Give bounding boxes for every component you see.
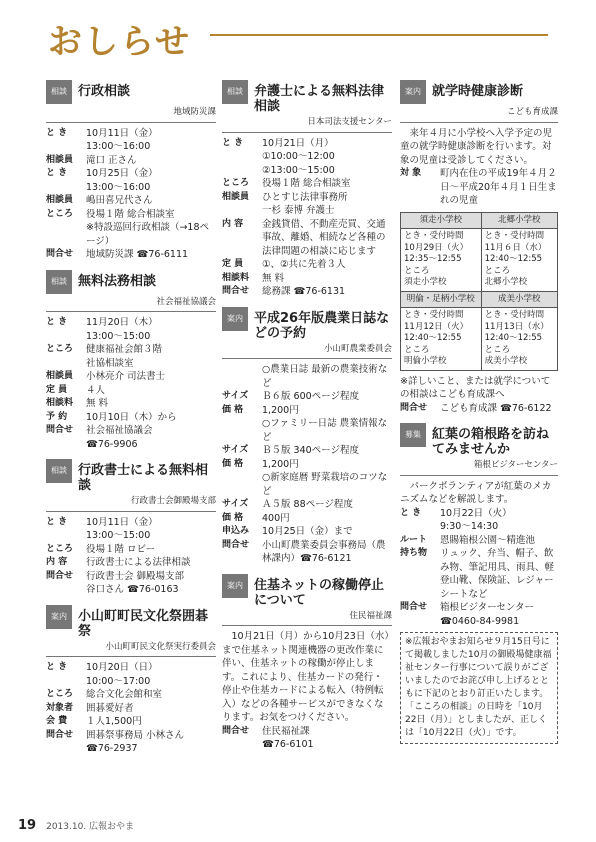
info-row bbox=[46, 140, 216, 154]
row-value: 1,200円 bbox=[262, 404, 299, 416]
info-row bbox=[46, 556, 216, 570]
schedule-line: 11月12日（火） bbox=[404, 321, 469, 332]
schedule-line: ところ bbox=[484, 265, 511, 276]
row-key: 会 費 bbox=[46, 716, 68, 726]
info-row bbox=[46, 384, 216, 398]
notice-title: 小山町町民文化祭囲碁祭 bbox=[78, 608, 209, 639]
row-key: 持ち物 bbox=[400, 548, 428, 558]
row-value: ②13:00〜15:00 bbox=[262, 164, 335, 176]
row-key: 定 員 bbox=[46, 384, 68, 395]
row-key: 内 容 bbox=[46, 557, 68, 567]
notice-tag: 案内 bbox=[400, 80, 426, 104]
row-value: 400円 bbox=[262, 512, 290, 524]
row-value: 総務課 ☎76-6131 bbox=[262, 286, 346, 297]
row-key: ところ bbox=[46, 344, 74, 354]
schedule-line: とき・受付時間 bbox=[484, 310, 545, 320]
row-key: 問合せ bbox=[400, 402, 428, 413]
schedule-line: ところ bbox=[484, 344, 511, 355]
notice-title: 弁護士による無料法律相談 bbox=[254, 84, 385, 114]
row-value: Ａ５版 88ページ程度 bbox=[262, 499, 353, 510]
notice-tag: 相談 bbox=[46, 270, 72, 294]
row-key: と き bbox=[46, 516, 68, 527]
notice-text: 10月21日（月）から10月23日（水）まで住基ネット関連機器の更改作業に伴い、住基ネットの稼働が停止します。これにより、住基カードの発行・停止や住基カードによる転入（特例転入）などの各種サービスができなくなります。お気をつけください。 bbox=[222, 631, 390, 723]
row-key: と き bbox=[46, 168, 68, 178]
notice-org: 社会福祉協議会 bbox=[46, 294, 216, 313]
info-row bbox=[46, 357, 216, 371]
row-key: 価 格 bbox=[222, 512, 244, 523]
info-row bbox=[46, 194, 216, 208]
row-key: 問合せ bbox=[222, 539, 250, 550]
info-row bbox=[46, 343, 216, 357]
schedule-school: 成美小学校 bbox=[481, 291, 557, 308]
row-value: ４人 bbox=[86, 384, 106, 396]
row-key bbox=[46, 221, 86, 248]
row-key: 申込み bbox=[222, 526, 250, 536]
notice-org: 箱根ビジターセンター bbox=[400, 457, 558, 476]
notice-block bbox=[46, 459, 216, 597]
schedule-line: 北郷小学校 bbox=[484, 277, 528, 287]
schedule-line: 12:40〜12:55 bbox=[484, 254, 543, 264]
row-value: ひとすじ法律事務所 bbox=[262, 191, 348, 203]
page-title: おしらせ bbox=[48, 22, 191, 62]
schedule-school: 明倫・足柄小学校 bbox=[401, 291, 482, 308]
schedule-cell bbox=[481, 229, 557, 292]
row-key bbox=[46, 181, 86, 195]
row-value: 小林亮介 司法書士 bbox=[86, 371, 166, 382]
notice-title: 行政相談 bbox=[78, 84, 131, 99]
row-value: 10月25日（金） bbox=[86, 168, 158, 179]
notice-block bbox=[46, 605, 216, 756]
notice-title: 紅葉の箱根路を訪ねてみませんか bbox=[432, 427, 550, 457]
row-key: 相談員 bbox=[46, 154, 74, 165]
info-row bbox=[46, 702, 216, 716]
issue-label: 2013.10. 広報おやま bbox=[46, 822, 135, 832]
row-value: 住民福祉課 bbox=[262, 725, 310, 737]
row-key: 定 員 bbox=[222, 259, 244, 269]
row-key: 相談料 bbox=[46, 398, 74, 408]
info-row bbox=[222, 539, 392, 566]
schedule-cell bbox=[401, 308, 482, 371]
row-key: 相談員 bbox=[46, 195, 74, 205]
info-row bbox=[222, 444, 392, 458]
row-key: 価 格 bbox=[222, 458, 244, 469]
row-key: 問合せ bbox=[222, 286, 250, 296]
info-row bbox=[222, 218, 392, 259]
row-value: 13:00〜15:00 bbox=[86, 330, 151, 342]
row-key bbox=[46, 529, 86, 543]
info-row bbox=[222, 177, 392, 191]
row-value: ○ファミリー日誌 農業情報など bbox=[262, 418, 388, 443]
schedule-line: 12:40〜12:55 bbox=[404, 333, 462, 343]
row-value: こども育成課 ☎76-6122 bbox=[440, 402, 552, 414]
info-row bbox=[222, 272, 392, 286]
schedule-line: とき・受付時間 bbox=[484, 231, 545, 241]
info-row bbox=[46, 316, 216, 330]
row-key: 問合せ bbox=[46, 249, 74, 259]
row-value: ☎0460-84-9981 bbox=[440, 615, 520, 627]
row-value: 10月22日（火） bbox=[440, 507, 512, 519]
row-key: 問合せ bbox=[46, 729, 74, 740]
notice-text: パークボランティアが紅葉のメカニズムなどを解説します。 bbox=[400, 480, 552, 505]
info-row bbox=[222, 258, 392, 272]
info-row bbox=[46, 675, 216, 689]
row-value: 地域防災課 ☎76-6111 bbox=[86, 249, 189, 260]
schedule-line: 11月６日（水） bbox=[484, 242, 547, 253]
info-row bbox=[400, 615, 558, 629]
row-value: ☎76-2937 bbox=[86, 743, 138, 754]
row-value: 10月11日（金） bbox=[86, 516, 158, 528]
row-key: ところ bbox=[46, 543, 74, 554]
info-row bbox=[400, 507, 558, 521]
row-value: 13:00〜16:00 bbox=[86, 141, 151, 152]
schedule-line: 須走小学校 bbox=[404, 277, 447, 287]
info-row bbox=[400, 534, 558, 548]
info-row bbox=[222, 363, 392, 390]
row-key bbox=[46, 330, 86, 344]
info-row bbox=[222, 150, 392, 164]
row-key: と き bbox=[400, 507, 422, 518]
row-key bbox=[46, 140, 86, 154]
notice-block bbox=[400, 423, 558, 744]
info-row bbox=[46, 181, 216, 195]
row-key: と き bbox=[46, 662, 68, 672]
schedule-line: 11月13日（水） bbox=[484, 321, 549, 332]
notice-block bbox=[46, 80, 216, 262]
row-key bbox=[222, 363, 262, 390]
row-value: 金銭貸借、不動産売買、交通事故、離婚、相続など各種の法律問題の相談に応じます bbox=[262, 218, 386, 257]
schedule-cell bbox=[481, 308, 557, 371]
row-value: 谷口さん ☎76-0163 bbox=[86, 584, 179, 595]
info-row bbox=[46, 127, 216, 141]
info-row bbox=[222, 137, 392, 151]
info-row bbox=[46, 424, 216, 438]
notice-tag: 相談 bbox=[222, 80, 248, 104]
info-row bbox=[222, 725, 392, 739]
row-value: ①10:00〜12:00 bbox=[262, 151, 335, 162]
notice-org: 小山町農業委員会 bbox=[222, 341, 392, 360]
notice-tag: 相談 bbox=[46, 459, 72, 483]
info-row bbox=[222, 164, 392, 178]
row-key: と き bbox=[46, 317, 68, 327]
notice-block bbox=[46, 270, 216, 452]
info-row bbox=[46, 438, 216, 452]
row-key: サイズ bbox=[222, 499, 249, 509]
info-row bbox=[400, 601, 558, 615]
row-key: サイズ bbox=[222, 445, 249, 455]
row-value: 10月11日（金） bbox=[86, 127, 158, 139]
info-row bbox=[46, 411, 216, 425]
row-key: 内 容 bbox=[222, 218, 244, 229]
row-value: ※特設巡回行政相談（→18ページ） bbox=[86, 222, 210, 247]
row-value: 1,200円 bbox=[262, 458, 299, 470]
row-value: 囲碁祭事務局 小林さん bbox=[86, 729, 185, 741]
row-value: 小山町農業委員会事務局（農林課内）☎76-6121 bbox=[262, 539, 386, 564]
notice-head bbox=[400, 423, 558, 457]
notice-block bbox=[222, 574, 392, 752]
info-row bbox=[46, 742, 216, 756]
row-key: サイズ bbox=[222, 391, 249, 401]
schedule-line: 10月29日（火） bbox=[404, 242, 469, 253]
schedule-school: 北郷小学校 bbox=[481, 212, 557, 229]
row-key bbox=[222, 150, 262, 164]
schedule-line: とき・受付時間 bbox=[404, 310, 464, 320]
row-value: ☎76-9906 bbox=[86, 438, 138, 450]
row-key: 相談員 bbox=[222, 191, 250, 202]
row-value: 10月21日（月） bbox=[262, 137, 334, 149]
row-value: 10月10日（木）から bbox=[86, 411, 177, 423]
info-row bbox=[46, 543, 216, 557]
notice-head bbox=[400, 80, 558, 104]
notice-org: 小山町町民文化祭実行委員会 bbox=[46, 639, 216, 658]
page-number: 19 bbox=[18, 818, 37, 833]
row-value: 無 料 bbox=[86, 398, 109, 409]
row-key bbox=[400, 615, 440, 629]
schedule-line: 12:40〜12:55 bbox=[484, 333, 543, 343]
column-3 bbox=[400, 80, 558, 752]
info-row bbox=[222, 738, 392, 752]
info-row bbox=[222, 390, 392, 404]
row-key bbox=[46, 675, 86, 689]
info-row bbox=[46, 330, 216, 344]
row-value: 10月25日（金）まで bbox=[262, 526, 353, 537]
row-value: 役場１階 総合相談室 bbox=[262, 178, 351, 189]
info-row bbox=[46, 154, 216, 168]
row-key: 相談料 bbox=[222, 272, 250, 283]
row-value: 箱根ビジターセンター bbox=[440, 602, 535, 613]
info-row bbox=[46, 570, 216, 584]
row-key: 相談員 bbox=[46, 371, 74, 381]
row-value: 行政書士による法律相談 bbox=[86, 557, 191, 568]
info-row bbox=[400, 547, 558, 601]
row-key bbox=[400, 520, 440, 534]
info-row bbox=[46, 688, 216, 702]
notice-tag: 案内 bbox=[222, 307, 248, 331]
row-value: 10月20日（日） bbox=[86, 662, 158, 673]
row-value: ○農業日誌 最新の農業技術など bbox=[262, 364, 388, 389]
notice-title: 行政書士による無料相談 bbox=[78, 463, 209, 493]
row-value: 11月20日（木） bbox=[86, 317, 158, 328]
row-key: 対象者 bbox=[46, 702, 74, 713]
info-row bbox=[400, 167, 558, 208]
notice-org: こども育成課 bbox=[400, 104, 558, 123]
info-row bbox=[222, 525, 392, 539]
row-key bbox=[222, 204, 262, 218]
notice-block bbox=[222, 307, 392, 566]
notice-note: ※詳しいこと、または就学についての相談はこども育成課へ bbox=[400, 375, 551, 400]
info-row bbox=[222, 204, 392, 218]
row-key: ところ bbox=[46, 208, 74, 219]
notice-head bbox=[46, 605, 216, 639]
info-row bbox=[46, 248, 216, 262]
row-value: 10:00〜17:00 bbox=[86, 675, 151, 687]
notice-tag: 案内 bbox=[222, 574, 248, 598]
row-value: 滝口 正さん bbox=[86, 154, 137, 166]
notice-tag: 募集 bbox=[400, 423, 426, 447]
info-row bbox=[222, 471, 392, 498]
row-value: ○新家庭暦 野菜栽培のコツなど bbox=[262, 472, 388, 497]
row-value: Ｂ５版 340ページ程度 bbox=[262, 445, 359, 456]
schedule-line: 12:35〜12:55 bbox=[404, 254, 462, 264]
notice-title: 平成26年版農業日誌などの予約 bbox=[254, 310, 390, 341]
row-key: ルート bbox=[400, 534, 428, 545]
info-row bbox=[400, 520, 558, 534]
info-row bbox=[400, 402, 558, 416]
row-value: 一杉 泰博 弁護士 bbox=[262, 205, 335, 216]
notice-head bbox=[46, 80, 216, 104]
row-key: と き bbox=[46, 127, 68, 138]
row-value: ☎76-6101 bbox=[262, 739, 314, 750]
row-value: 13:00〜15:00 bbox=[86, 530, 151, 541]
schedule-line: 成美小学校 bbox=[484, 356, 528, 366]
notice-tag: 相談 bbox=[46, 80, 72, 104]
row-value: 恩賜箱根公園〜精進池 bbox=[440, 534, 536, 546]
info-row bbox=[222, 498, 392, 512]
notice-tag: 案内 bbox=[46, 605, 72, 629]
row-value: 13:00〜16:00 bbox=[86, 181, 151, 193]
notice-head bbox=[222, 307, 392, 341]
notice-block bbox=[400, 80, 558, 415]
info-row bbox=[222, 191, 392, 205]
row-key bbox=[222, 471, 262, 498]
row-key: 問合せ bbox=[400, 602, 428, 612]
info-row bbox=[46, 397, 216, 411]
row-key: 予 約 bbox=[46, 411, 68, 422]
info-row bbox=[46, 208, 216, 222]
row-value: 健康福祉会館３階 bbox=[86, 344, 163, 355]
row-key: ところ bbox=[46, 689, 74, 699]
notice-title: 就学時健康診断 bbox=[432, 84, 524, 99]
title-rule bbox=[210, 34, 548, 36]
row-value: 嶋田喜兄代さん bbox=[86, 195, 153, 206]
row-key: 問合せ bbox=[222, 725, 250, 736]
row-value: 無 料 bbox=[262, 272, 285, 284]
row-value: １人1,500円 bbox=[86, 716, 142, 727]
row-value: 行政書士会 御殿場支部 bbox=[86, 570, 185, 582]
notice-block bbox=[222, 80, 392, 299]
info-row bbox=[222, 417, 392, 444]
notice-head bbox=[222, 80, 392, 114]
row-key bbox=[222, 164, 262, 178]
column-1 bbox=[46, 80, 216, 764]
row-value: 総合文化会館和室 bbox=[86, 689, 163, 700]
schedule-school: 須走小学校 bbox=[401, 212, 482, 229]
row-value: 囲碁愛好者 bbox=[86, 702, 134, 714]
row-key bbox=[46, 357, 86, 371]
row-value: リュック、弁当、帽子、飲み物、筆記用具、雨具、軽登山靴、保険証、レジャーシートなど bbox=[440, 548, 555, 600]
schedule-cell bbox=[401, 229, 482, 292]
notice-head bbox=[46, 270, 216, 294]
row-key bbox=[46, 742, 86, 756]
schedule-line: ところ bbox=[404, 344, 430, 355]
notice-org: 地域防災課 bbox=[46, 104, 216, 123]
notice-text: 来年４月に小学校へ入学予定の児童の就学時健康診断を行います。対象の児童は受診してください。 bbox=[400, 127, 553, 166]
notice-org: 行政書士会御殿場支部 bbox=[46, 493, 216, 512]
info-row bbox=[46, 529, 216, 543]
info-row bbox=[222, 285, 392, 299]
info-row bbox=[222, 404, 392, 418]
info-row bbox=[46, 583, 216, 597]
notice-title: 無料法務相談 bbox=[78, 273, 157, 289]
row-key: 対 象 bbox=[400, 168, 422, 178]
info-row bbox=[46, 221, 216, 248]
row-value: 役場１階 ロビー bbox=[86, 543, 156, 555]
row-value: 役場１階 総合相談室 bbox=[86, 208, 175, 220]
row-value: 社会福祉協議会 bbox=[86, 425, 153, 436]
row-key: 問合せ bbox=[46, 570, 74, 581]
row-key bbox=[222, 738, 262, 752]
schedule-line: とき・受付時間 bbox=[404, 231, 464, 241]
schedule-table bbox=[400, 212, 558, 371]
info-row bbox=[46, 715, 216, 729]
row-key bbox=[46, 583, 86, 597]
row-value: 社協相談室 bbox=[86, 357, 134, 369]
row-value: ①、②共に先着３人 bbox=[262, 259, 346, 270]
column-2 bbox=[222, 80, 392, 760]
schedule-line: 明倫小学校 bbox=[404, 356, 447, 366]
row-key: と き bbox=[222, 137, 244, 148]
notice-title: 住基ネットの稼働停止について bbox=[254, 577, 385, 608]
row-key bbox=[222, 417, 262, 444]
info-row bbox=[222, 512, 392, 526]
notice-head bbox=[46, 459, 216, 493]
row-key: 価 格 bbox=[222, 404, 244, 415]
correction-box: ※広報おやまお知らせ９月15日号にて掲載しました10月の御殿場健康福祉センター行事について誤りがございましたのでお詫び申し上げるとともに下記のとおり訂正いたします。「こころの相談」の日時を「10月22日（月）」としましたが、正しくは「10月22日（火）」です。 bbox=[400, 632, 558, 744]
info-row bbox=[46, 661, 216, 675]
schedule-line: ところ bbox=[404, 265, 430, 276]
notice-org: 住民福祉課 bbox=[222, 608, 392, 627]
footer bbox=[18, 818, 134, 833]
info-row bbox=[46, 167, 216, 181]
notice-org: 日本司法支援センター bbox=[222, 114, 392, 133]
info-row bbox=[46, 729, 216, 743]
row-key bbox=[46, 438, 86, 452]
info-row bbox=[222, 458, 392, 472]
row-key: 問合せ bbox=[46, 425, 74, 435]
notice-head bbox=[222, 574, 392, 608]
row-value: Ｂ６版 600ページ程度 bbox=[262, 391, 359, 402]
info-row bbox=[46, 516, 216, 530]
row-value: 町内在住の平成19年４月２日〜平成20年４月１日生まれの児童 bbox=[440, 168, 557, 206]
row-value: 9:30〜14:30 bbox=[440, 521, 499, 532]
row-key: ところ bbox=[222, 178, 250, 188]
info-row bbox=[46, 370, 216, 384]
